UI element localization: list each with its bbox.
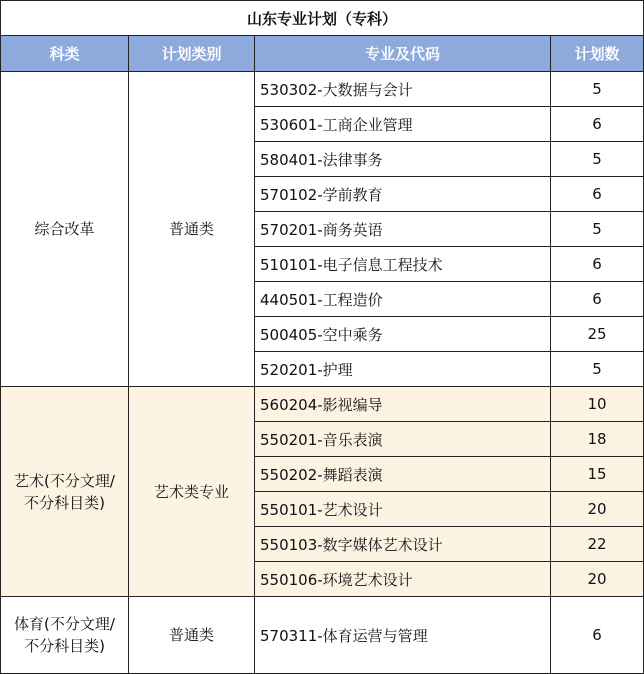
category-line: 不分科目类) [24, 493, 105, 512]
category-cell [1, 387, 129, 597]
major-cell: 550103-数字媒体艺术设计 [255, 527, 551, 562]
count-cell: 6 [551, 247, 644, 282]
header-plan-type: 计划类别 [129, 36, 255, 72]
count-cell: 22 [551, 527, 644, 562]
major-cell: 550202-舞蹈表演 [255, 457, 551, 492]
count-cell: 25 [551, 317, 644, 352]
count-cell: 5 [551, 352, 644, 387]
major-cell: 440501-工程造价 [255, 282, 551, 317]
table-row [1, 387, 644, 422]
count-cell: 6 [551, 107, 644, 142]
category-cell: 综合改革 [1, 72, 129, 387]
count-cell: 20 [551, 492, 644, 527]
count-cell: 6 [551, 282, 644, 317]
header-row [1, 36, 644, 72]
count-cell: 15 [551, 457, 644, 492]
header-category: 科类 [1, 36, 129, 72]
title-row [1, 1, 644, 36]
category-line: 艺术(不分文理/ [14, 471, 115, 490]
table-title: 山东专业计划（专科） [1, 1, 644, 36]
plan-type-cell: 艺术类专业 [129, 387, 255, 597]
category-line: 体育(不分文理/ [14, 615, 115, 633]
major-cell: 550101-艺术设计 [255, 492, 551, 527]
count-cell: 18 [551, 422, 644, 457]
count-cell: 5 [551, 72, 644, 107]
table-row [1, 597, 644, 674]
count-cell: 20 [551, 562, 644, 597]
count-cell: 5 [551, 142, 644, 177]
major-cell: 560204-影视编导 [255, 387, 551, 422]
major-cell: 510101-电子信息工程技术 [255, 247, 551, 282]
major-cell: 530302-大数据与会计 [255, 72, 551, 107]
major-cell: 500405-空中乘务 [255, 317, 551, 352]
plan-type-cell: 普通类 [129, 597, 255, 674]
major-cell: 570311-体育运营与管理 [255, 597, 551, 674]
plan-type-cell: 普通类 [129, 72, 255, 387]
major-cell: 570102-学前教育 [255, 177, 551, 212]
category-line: 不分科目类) [24, 637, 105, 655]
count-cell: 10 [551, 387, 644, 422]
major-cell: 550106-环境艺术设计 [255, 562, 551, 597]
count-cell: 6 [551, 177, 644, 212]
count-cell: 5 [551, 212, 644, 247]
header-count: 计划数 [551, 36, 644, 72]
header-major: 专业及代码 [255, 36, 551, 72]
table-row [1, 72, 644, 107]
category-cell [1, 597, 129, 674]
major-cell: 550201-音乐表演 [255, 422, 551, 457]
major-cell: 580401-法律事务 [255, 142, 551, 177]
major-cell: 520201-护理 [255, 352, 551, 387]
major-cell: 570201-商务英语 [255, 212, 551, 247]
major-cell: 530601-工商企业管理 [255, 107, 551, 142]
count-cell: 6 [551, 597, 644, 674]
